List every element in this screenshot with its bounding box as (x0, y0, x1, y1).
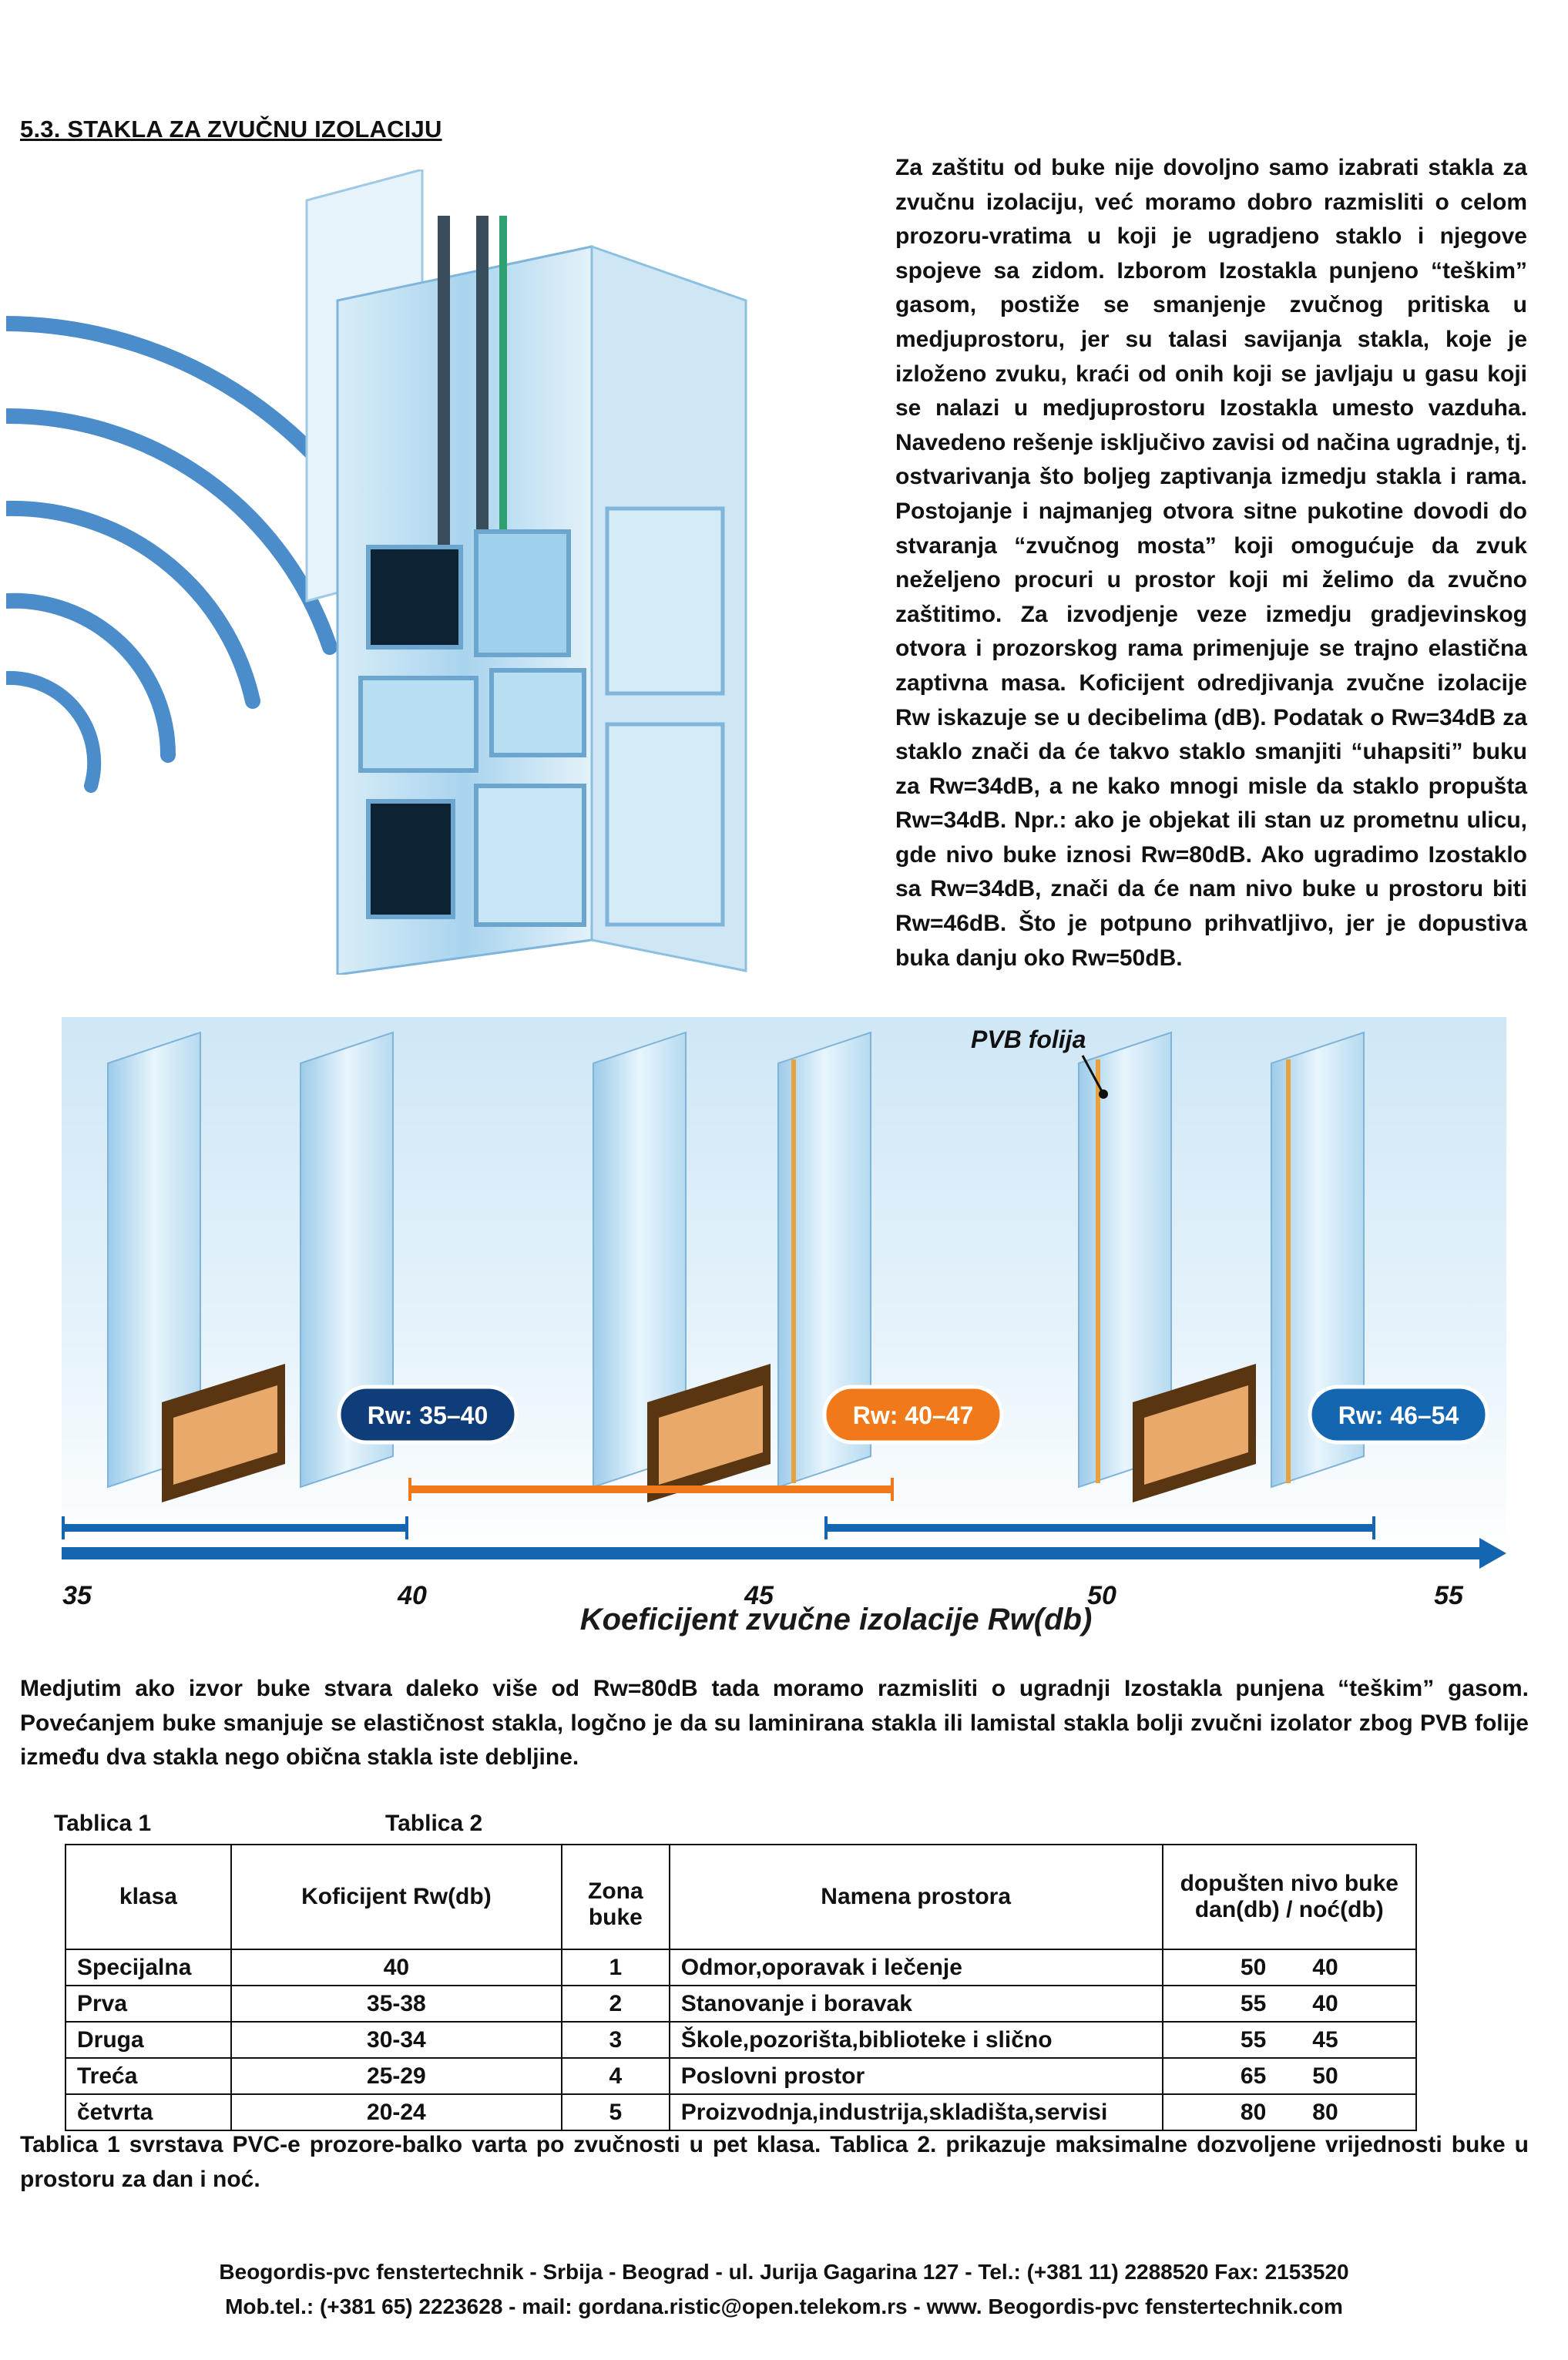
pvb-label: PVB folija (971, 1026, 1086, 1053)
axis-title: Koeficijent zvučne izolacije Rw(db) (579, 1603, 1093, 1637)
table-header-row (65, 1845, 1416, 1949)
cell-zona: 3 (562, 2022, 670, 2058)
rw-badge-2 (824, 1387, 1002, 1442)
cell-dan-noc (1163, 2022, 1416, 2058)
cell-noc: 40 (1312, 1990, 1338, 2016)
axis-tick-35: 35 (62, 1581, 92, 1610)
table-row (65, 2058, 1416, 2094)
intro-paragraph (895, 151, 1527, 975)
range-bar-35-40 (62, 1524, 408, 1532)
cell-namena: Škole,pozorišta,biblioteke i slično (670, 2022, 1163, 2058)
header-klasa: klasa (65, 1845, 231, 1949)
rw-badge-2-text: Rw: 40–47 (852, 1402, 974, 1429)
header-zona-buke-text: Zona buke (588, 1878, 643, 1930)
cell-noc: 40 (1312, 1954, 1338, 1980)
footer-line-2: Mob.tel.: (+381 65) 2223628 - mail: gordana.ristic@open.telekom.rs - www. Beogordis-pvc fenstertechnik.com (225, 2295, 1343, 2318)
table-row (65, 1986, 1416, 2022)
section-heading: 5.3. STAKLA ZA ZVUČNU IZOLACIJU (20, 116, 442, 143)
range-bar-40-47 (408, 1485, 894, 1493)
cell-zona: 4 (562, 2058, 670, 2094)
cell-rw: 35-38 (231, 1986, 562, 2022)
cell-noc: 80 (1312, 2099, 1338, 2125)
axis-tick-55: 55 (1434, 1581, 1463, 1610)
cell-dan: 50 (1240, 1954, 1267, 1980)
header-zona-buke (562, 1845, 670, 1949)
table-row (65, 1949, 1416, 1986)
cell-dan-noc (1163, 2058, 1416, 2094)
cell-rw: 30-34 (231, 2022, 562, 2058)
cell-dan: 80 (1240, 2099, 1267, 2125)
range-bar-46-54 (824, 1524, 1375, 1532)
header-namena: Namena prostora (670, 1845, 1163, 1949)
caption-tablica-2: Tablica 2 (385, 1811, 483, 1836)
cell-klasa: Specijalna (65, 1949, 231, 1986)
header-dopusten (1163, 1845, 1416, 1949)
cell-zona: 2 (562, 1986, 670, 2022)
paragraph2-text: Medjutim ako izvor buke stvara daleko više od Rw=80dB tada moramo razmisliti o ugradnji Izostakla punjena “teškim” gasom. Povećanjem buke smanjuje se elastičnost stakla, logčno je da su laminirana stakla ili lamistal stakla bolji zvučni izolator zbog PVB folije između dva stakla nego obična stakla iste debljine. (20, 1676, 1529, 1770)
axis-tick-40: 40 (398, 1581, 427, 1610)
cell-dan: 55 (1240, 1990, 1267, 2016)
cell-namena: Stanovanje i boravak (670, 1986, 1163, 2022)
rw-badge-1-text: Rw: 35–40 (367, 1402, 489, 1429)
cell-klasa: Prva (65, 1986, 231, 2022)
body-paragraph-2 (20, 1672, 1529, 1775)
table-row (65, 2094, 1416, 2130)
header-dopusten-line1: dopušten nivo buke (1180, 1871, 1398, 1896)
table-row (65, 2022, 1416, 2058)
cell-dan-noc (1163, 2094, 1416, 2130)
cell-rw: 25-29 (231, 2058, 562, 2094)
window-profile-illustration (6, 170, 778, 975)
cell-zona: 5 (562, 2094, 670, 2130)
cell-klasa: Druga (65, 2022, 231, 2058)
cell-zona: 1 (562, 1949, 670, 1986)
cell-dan: 55 (1240, 2026, 1267, 2053)
intro-text: Za zaštitu od buke nije dovoljno samo izabrati stakla za zvučnu izolaciju, već moramo dobro razmisliti o celom prozoru-vratima u koji je ugradjeno staklo i njegove spojeve sa zidom. Izborom Izostakla punjeno “teškim” gasom, postiže se smanjenje zvučnog pritiska u medjuprostoru, jer su talasi savijanja stakla, koje je izloženo zvuku, kraći od onih koji se javljaju u gasu koji se nalazi u medjuprostoru Izostakla umesto vazduha. Navedeno rešenje isključivo zavisi od načina ugradnje, tj. ostvarivanja što boljeg zaptivanja izmedju stakla i rama. Postojanje i najmanjeg otvora sitne pukotine dovodi do stvaranja “zvučnog mosta” koji omogućuje da zvuk neželjeno procuri u prostor koji mi želimo da zvučno zaštitimo. Za izvodjenje veze izmedju gradjevinskog otvora i prozorskog rama primenjuje se trajno elastična zaptivna masa. Koficijent odredjivanja zvučne izolacije Rw iskazuje se u decibelima (dB). Podatak o Rw=34dB za staklo znači da će takvo staklo smanjiti “uhapsiti” buku za Rw=34dB, a ne kako mnogi misle da staklo propušta Rw=34dB. Npr.: ako je objekat ili stan uz prometnu ulicu, gde nivo buke iznosi Rw=80dB. Ako ugradimo Izostaklo sa Rw=34dB, znači da će nam nivo buke u prostoru biti Rw=46dB. Što je potpuno prihvatljivo, jer je dopustiva buka danju oko Rw=50dB. (895, 155, 1527, 971)
axis-tick-50: 50 (1087, 1581, 1116, 1610)
cell-rw: 20-24 (231, 2094, 562, 2130)
table-note-text: Tablica 1 svrstava PVC-e prozore-balko varta po zvučnosti u pet klasa. Tablica 2. prikazuje maksimalne dozvoljene vrijednosti buke u prostoru za dan i noć. (20, 2132, 1529, 2192)
cell-dan-noc (1163, 1949, 1416, 1986)
rw-badge-1 (339, 1387, 516, 1442)
cell-namena: Proizvodnja,industrija,skladišta,servisi (670, 2094, 1163, 2130)
rw-badge-3 (1310, 1387, 1487, 1442)
noise-table (65, 1844, 1417, 2131)
header-koeficijent: Koficijent Rw(db) (231, 1845, 562, 1949)
cell-namena: Poslovni prostor (670, 2058, 1163, 2094)
header-dopusten-line2: dan(db) / noć(db) (1194, 1897, 1384, 1922)
caption-tablica-1: Tablica 1 (54, 1811, 152, 1836)
footer-line-1: Beogordis-pvc fenstertechnik - Srbija - Beograd - ul. Jurija Gagarina 127 - Tel.: (+381 11) 2288520 Fax: 2153520 (219, 2260, 1349, 2284)
cell-dan-noc (1163, 1986, 1416, 2022)
cell-klasa: Treća (65, 2058, 231, 2094)
cell-noc: 45 (1312, 2026, 1338, 2053)
cell-dan: 65 (1240, 2063, 1267, 2089)
cell-noc: 50 (1312, 2063, 1338, 2089)
rw-badge-3-text: Rw: 46–54 (1338, 1402, 1459, 1429)
axis-tick-45: 45 (744, 1581, 774, 1610)
cell-namena: Odmor,oporavak i lečenje (670, 1949, 1163, 1986)
cell-klasa: četvrta (65, 2094, 231, 2130)
glass-comparison-diagram (62, 1017, 1506, 1637)
cell-rw: 40 (231, 1949, 562, 1986)
table-note (20, 2128, 1529, 2197)
